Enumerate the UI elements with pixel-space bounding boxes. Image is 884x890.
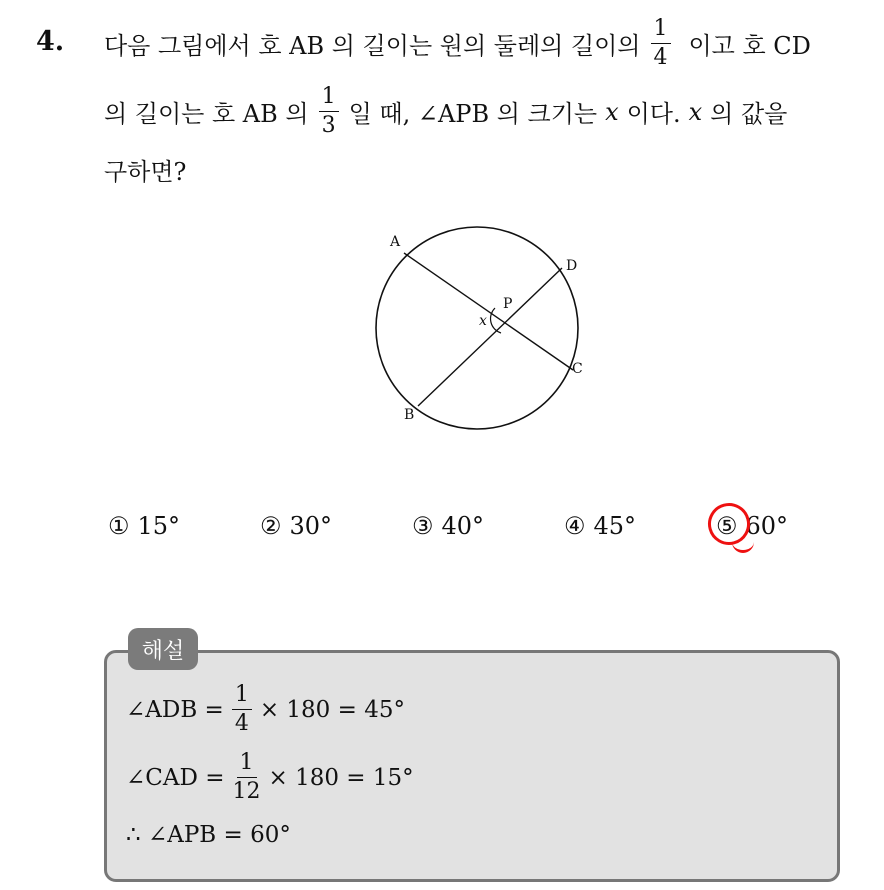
question-text: 의 값을 [710,100,788,128]
question-text: 일 때, ∠APB 의 크기는 [348,100,598,128]
solution-line-1 [126,684,405,735]
label-d: D [566,258,578,274]
label-x: x [479,313,487,329]
solution-tab: 해설 [128,628,198,670]
question-text: 다음 그림에서 호 AB 의 길이는 원의 둘레의 길이의 [104,32,641,60]
fraction-denominator: 4 [234,711,249,736]
fraction-numerator: 1 [237,752,257,778]
fraction-numerator: 1 [232,684,252,710]
choice-value: 60° [745,512,789,540]
variable-x: x [605,97,619,126]
choice-mark: ③ [412,512,434,540]
solution-text: ∠CAD = [126,764,225,791]
choice-mark-glyph: ⑤ [716,512,738,540]
label-b: B [404,407,415,423]
fraction-one-third [319,86,339,137]
solution-line-3 [126,822,291,848]
choice-mark: ④ [564,512,586,540]
label-p: P [503,296,513,312]
choice-4[interactable] [564,512,636,540]
choice-value: 30° [289,512,333,540]
question-line-3 [104,152,186,187]
fraction-denominator: 3 [321,113,336,138]
solution-text: ∴ ∠APB = 60° [126,822,291,848]
choice-mark: ① [108,512,130,540]
choice-5[interactable] [716,512,788,540]
fraction-denominator: 4 [653,45,668,70]
choice-1[interactable] [108,512,180,540]
fraction-denominator: 12 [232,779,261,804]
choice-value: 40° [441,512,485,540]
solution-line-2 [126,752,414,803]
question-text: 이다. [626,100,681,128]
solution-text: × 180 = 45° [259,696,405,723]
chord-bd [418,268,562,406]
fraction-numerator: 1 [319,86,339,112]
choice-mark: ② [260,512,282,540]
choice-3[interactable] [412,512,484,540]
choice-value: 45° [593,512,637,540]
fraction-one-quarter [651,18,671,69]
choice-mark [716,512,738,540]
solution-fraction [232,684,252,735]
choice-value: 15° [137,512,181,540]
circle-figure [360,220,600,430]
label-c: C [572,361,583,377]
choice-2[interactable] [260,512,332,540]
variable-x: x [688,97,703,126]
question-number: 4. [36,26,65,57]
angle-arc [491,308,501,333]
solution-text: × 180 = 15° [268,764,414,791]
solution-text: ∠ADB = [126,696,224,723]
circle [376,227,578,429]
question-text: 의 길이는 호 AB 의 [104,100,309,128]
question-text: 구하면? [104,158,187,186]
label-a: A [390,234,401,250]
fraction-numerator: 1 [651,18,671,44]
question-text: 이고 호 CD [688,32,811,60]
solution-fraction [233,752,261,803]
question-line-2 [104,86,787,137]
chord-ac [404,253,573,370]
red-circle-mark-tail [732,540,754,553]
answer-choices [108,512,828,552]
question-line-1 [104,18,811,69]
